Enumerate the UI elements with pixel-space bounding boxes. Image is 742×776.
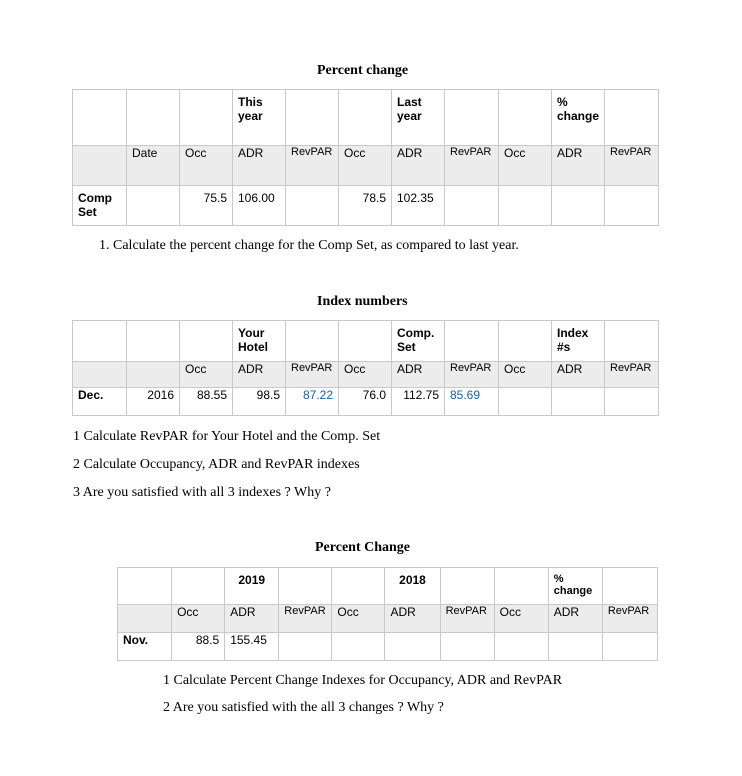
col-adr: ADR: [392, 362, 445, 388]
cell-revpar-hotel: 87.22: [286, 388, 339, 416]
col-adr: ADR: [392, 146, 445, 186]
col-occ: Occ: [499, 362, 552, 388]
col-occ: Occ: [339, 362, 392, 388]
col-revpar: RevPAR: [440, 605, 494, 633]
col-adr: ADR: [233, 146, 286, 186]
cell-adr-2019: 155.45: [225, 633, 279, 661]
col-occ: Occ: [339, 146, 392, 186]
col-revpar: RevPAR: [605, 146, 659, 186]
col-date: Date: [127, 146, 180, 186]
col-occ: Occ: [499, 146, 552, 186]
header-last-year: Last year: [392, 90, 445, 146]
section2-question-2: 2 Calculate Occupancy, ADR and RevPAR indexes: [73, 457, 360, 472]
cell-occ-last-year: 78.5: [339, 186, 392, 226]
header-index: Index #s: [552, 321, 605, 362]
section2-title: Index numbers: [317, 294, 408, 309]
col-adr: ADR: [225, 605, 279, 633]
header-comp-set: Comp. Set: [392, 321, 445, 362]
col-revpar: RevPAR: [602, 605, 657, 633]
percent-change-table: [72, 89, 659, 226]
header-pct-change: % change: [552, 90, 605, 146]
cell-year: 2016: [127, 388, 180, 416]
cell-occ-comp: 76.0: [339, 388, 392, 416]
section2-question-3: 3 Are you satisfied with all 3 indexes ? Why ?: [73, 485, 331, 500]
col-occ: Occ: [180, 362, 233, 388]
cell-occ-this-year: 75.5: [180, 186, 233, 226]
col-occ: Occ: [494, 605, 548, 633]
cell-occ-hotel: 88.55: [180, 388, 233, 416]
col-adr: ADR: [385, 605, 440, 633]
index-numbers-table: [72, 320, 659, 416]
col-revpar: RevPAR: [445, 362, 499, 388]
header-your-hotel: Your Hotel: [233, 321, 286, 362]
col-revpar: RevPAR: [279, 605, 332, 633]
col-occ: Occ: [180, 146, 233, 186]
section1-question: 1. Calculate the percent change for the Comp Set, as compared to last year.: [99, 238, 519, 253]
col-adr: ADR: [552, 362, 605, 388]
section1-title: Percent change: [317, 63, 409, 78]
col-revpar: RevPAR: [286, 146, 339, 186]
section3-title: Percent Change: [315, 540, 410, 555]
header-2019: 2019: [225, 568, 279, 605]
section3-question-2: 2 Are you satisfied with the all 3 changes ? Why ?: [163, 700, 444, 715]
row-label: Dec.: [73, 388, 127, 416]
col-occ: Occ: [332, 605, 385, 633]
col-revpar: RevPAR: [445, 146, 499, 186]
row-label: Nov.: [118, 633, 172, 661]
cell-adr-comp: 112.75: [392, 388, 445, 416]
col-occ: Occ: [172, 605, 225, 633]
col-revpar: RevPAR: [286, 362, 339, 388]
cell-adr-this-year: 106.00: [233, 186, 286, 226]
section2-question-1: 1 Calculate RevPAR for Your Hotel and the Comp. Set: [73, 429, 381, 444]
section3-question-1: 1 Calculate Percent Change Indexes for Occupancy, ADR and RevPAR: [163, 673, 563, 688]
header-2018: 2018: [385, 568, 440, 605]
col-adr: ADR: [548, 605, 602, 633]
row-label: Comp Set: [73, 186, 127, 226]
cell-occ-2019: 88.5: [172, 633, 225, 661]
cell-adr-hotel: 98.5: [233, 388, 286, 416]
percent-change-2019-table: [117, 567, 658, 661]
col-revpar: RevPAR: [605, 362, 659, 388]
header-pct-change: % change: [548, 568, 602, 605]
col-adr: ADR: [552, 146, 605, 186]
header-this-year: This year: [233, 90, 286, 146]
cell-adr-last-year: 102.35: [392, 186, 445, 226]
col-adr: ADR: [233, 362, 286, 388]
cell-revpar-comp: 85.69: [445, 388, 499, 416]
